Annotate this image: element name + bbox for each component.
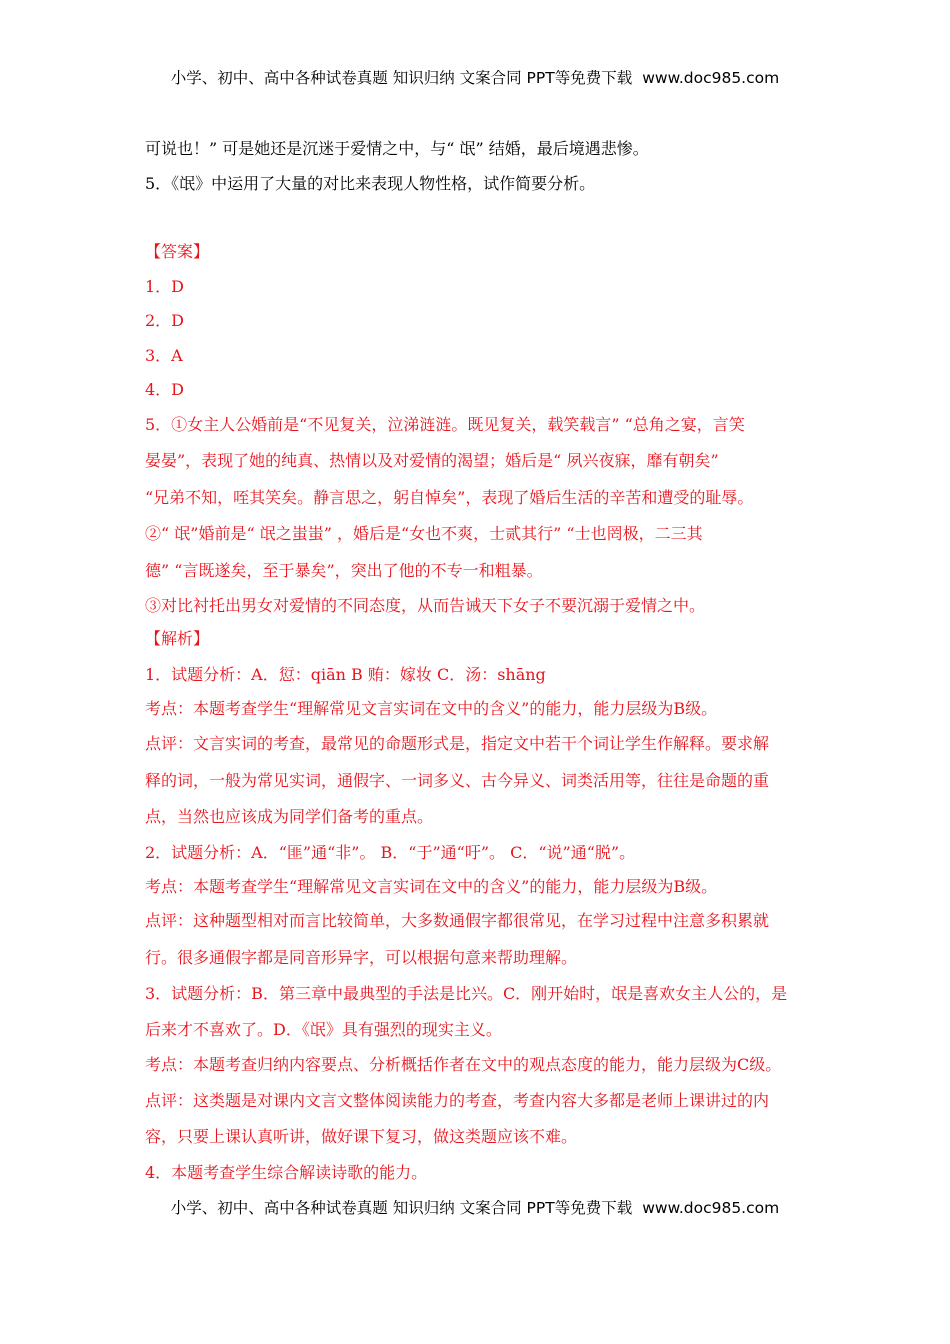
- analysis-heading: 【解析】: [145, 629, 210, 648]
- analysis-line: 释的词，一般为常见实词，通假字、一词多义、古今异义、词类活用等，往往是命题的重: [145, 771, 770, 790]
- analysis-line: 点评：文言实词的考查，最常见的命题形式是，指定文中若干个词让学生作解释。要求解: [145, 734, 770, 753]
- answer-5-line: ②“ 氓”婚前是“ 氓之蚩蚩” ，婚后是“女也不爽，士贰其行” “士也罔极，二三其: [145, 524, 703, 543]
- answer-1: 1．D: [145, 277, 185, 296]
- analysis-line: 2．试题分析：A．“匪”通“非”。 B．“于”通“吁”。 C．“说”通“脱”。: [145, 843, 636, 862]
- analysis-line: 考点：本题考查学生“理解常见文言实词在文中的含义”的能力，能力层级为B级。: [145, 877, 718, 896]
- answer-5-line: 德” “言既遂矣，至于暴矣”，突出了他的不专一和粗暴。: [145, 561, 543, 580]
- analysis-line: 容，只要上课认真听讲，做好课下复习，做这类题应该不难。: [145, 1127, 578, 1146]
- answer-5-line: 晏晏”，表现了她的纯真、热情以及对爱情的渴望；婚后是“ 夙兴夜寐，靡有朝矣”: [145, 451, 719, 470]
- analysis-line: 点，当然也应该成为同学们备考的重点。: [145, 807, 434, 826]
- answer-4: 4．D: [145, 380, 185, 399]
- page-footer: [0, 1196, 950, 1218]
- analysis-line: 点评：这类题是对课内文言文整体阅读能力的考查，考查内容大多都是老师上课讲过的内: [145, 1091, 770, 1110]
- header-text: 小学、初中、高中各种试卷真题 知识归纳 文案合同 PPT等免费下载: [170, 69, 633, 87]
- answer-5-line: ③对比衬托出男女对爱情的不同态度，从而告诫天下女子不要沉溺于爱情之中。: [145, 596, 706, 615]
- answer-5-line: 5．①女主人公婚前是“不见复关，泣涕涟涟。既见复关，载笑载言” “总角之宴，言笑: [145, 415, 745, 434]
- analysis-line: 3．试题分析：B．第三章中最典型的手法是比兴。C．刚开始时，氓是喜欢女主人公的，是: [145, 984, 788, 1003]
- text-line: 可说也！” 可是她还是沉迷于爱情之中，与“ 氓” 结婚，最后境遇悲惨。: [145, 139, 649, 158]
- analysis-line: 1．试题分析：A．愆：qiān B 贿：嫁妆 C．汤：shāng: [145, 665, 546, 684]
- analysis-line: 后来才不喜欢了。D．《氓》具有强烈的现实主义。: [145, 1020, 502, 1039]
- answer-5-line: “兄弟不知，咥其笑矣。静言思之，躬自悼矣”，表现了婚后生活的辛苦和遭受的耻辱。: [145, 488, 754, 507]
- footer-url[interactable]: www.doc985.com: [642, 1199, 780, 1217]
- header-url[interactable]: www.doc985.com: [642, 69, 780, 87]
- analysis-line: 考点：本题考查学生“理解常见文言实词在文中的含义”的能力，能力层级为B级。: [145, 699, 718, 718]
- answer-2: 2．D: [145, 311, 185, 330]
- page-header: [0, 66, 950, 88]
- answer-heading: 【答案】: [145, 242, 210, 261]
- analysis-line: 4．本题考查学生综合解读诗歌的能力。: [145, 1163, 428, 1182]
- question-5: 5．《氓》中运用了大量的对比来表现人物性格，试作简要分析。: [145, 174, 596, 193]
- answer-3: 3．A: [145, 346, 183, 365]
- footer-text: 小学、初中、高中各种试卷真题 知识归纳 文案合同 PPT等免费下载: [170, 1199, 633, 1217]
- analysis-line: 行。很多通假字都是同音形异字，可以根据句意来帮助理解。: [145, 948, 578, 967]
- analysis-line: 点评：这种题型相对而言比较简单，大多数通假字都很常见，在学习过程中注意多积累就: [145, 911, 770, 930]
- analysis-line: 考点：本题考查归纳内容要点、分析概括作者在文中的观点态度的能力，能力层级为C级。: [145, 1055, 782, 1074]
